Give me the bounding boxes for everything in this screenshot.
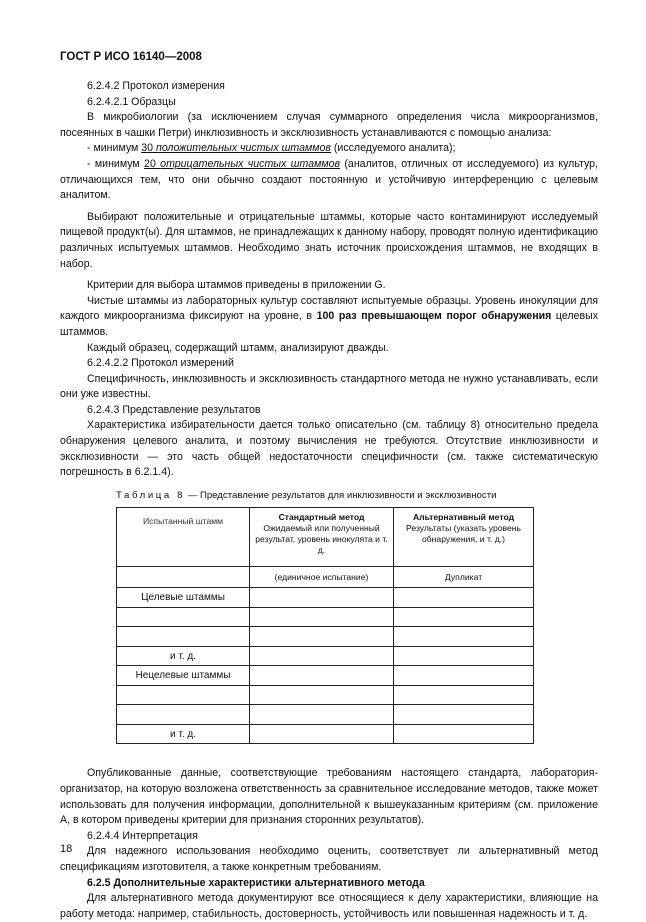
header-standard-method: Стандартный метод Ожидаемый или полученный результат, уровень инокулята и т. д. <box>250 508 394 567</box>
document-body <box>60 79 598 922</box>
table-row <box>117 627 534 647</box>
paragraph: Для альтернативного метода документируют все относящиеся к делу характеристики, влияющие на работу метода: например, стабильность, достоверность, устойчивость или повышенная надежность и т. д. <box>60 892 598 920</box>
paragraph: Для надежного использования необходимо оценить, соответствует ли альтернативный метод спецификациям изготовителя, а также конкретным требованиям. <box>60 845 598 873</box>
paragraph: Каждый образец, содержащий штамм, анализируют дважды. <box>87 341 389 354</box>
subheader-duplicate: Дупликат <box>394 567 534 588</box>
table-row: Нецелевые штаммы <box>117 666 534 686</box>
paragraph: Критерии для выбора штаммов приведены в приложении G. <box>87 279 386 292</box>
table-row <box>117 705 534 725</box>
section-heading: 6.2.5 Дополнительные характеристики альтернативного метода <box>87 876 425 889</box>
table-row <box>117 685 534 705</box>
table-row: Целевые штаммы <box>117 588 534 608</box>
document-header: ГОСТ Р ИСО 16140—2008 <box>60 51 202 63</box>
list-item: - минимум 30 положительных чистых штаммов (исследуемого аналита); <box>87 142 456 155</box>
subsection-heading: 6.2.4.2.2 Протокол измерений <box>87 357 234 370</box>
table-cell <box>117 567 250 588</box>
subsection-heading: 6.2.4.2.1 Образцы <box>87 95 176 108</box>
header-alternative-method: Альтернативный метод Результаты (указать уровень обнаружения, и т. д.) <box>394 508 534 567</box>
paragraph: Характеристика избирательности дается только описательно (см. таблицу 8) относительно предела обнаружения целевого аналита, и поэтому вычисления не требуются. Отсутствие инклюзивности и эксклюзивности — это часть общей недостаточности специфичности (см. также систематическую погрешность в 6.2.1.4). <box>60 419 598 479</box>
table-row: и т. д. <box>117 724 534 744</box>
paragraph: Опубликованные данные, соответствующие требованиям настоящего стандарта, лаборатория-организатор, на которую возложена ответственность за сравнительное исследование методов, также может использовать для получения информации, дополнительной к вышеуказанным критериям (см. приложение А, в котором приведены критерии для признания сторонних результатов). <box>60 767 598 827</box>
table-row <box>117 607 534 627</box>
page-number: 18 <box>60 843 73 855</box>
section-heading: 6.2.4.2 Протокол измерения <box>87 80 225 92</box>
list-item: - минимум 20 отрицательных чистых штаммов (аналитов, отличных от исследуемого) из культур, отличающихся тем, что они обычно создают постоянную и устойчивую интерференцию с целевым аналитом. <box>60 157 599 202</box>
results-table <box>116 507 534 744</box>
paragraph: Специфичность, инклюзивность и эксклюзивность стандартного метода не нужно устанавливать, если они уже известны. <box>60 372 598 401</box>
header-tested-strain: Испытанный штамм <box>117 508 250 567</box>
paragraph: В микробиологии (за исключением случая суммарного определения числа микроорганизмов, посеянных в чашки Петри) инклюзивность и эксклюзивность устанавливаются с помощью анализа: <box>60 111 598 139</box>
paragraph: Выбирают положительные и отрицательные штаммы, которые часто контаминируют исследуемый пищевой продукт(ы). Для штаммов, не принадлежащих к данному набору, проводят полную идентификацию различных испытуемых штаммов. Необходимо знать источник происхождения штаммов, не входящих в набор. <box>60 210 598 270</box>
section-heading: 6.2.4.3 Представление результатов <box>87 403 261 416</box>
table-row: и т. д. <box>117 646 534 666</box>
section-heading: 6.2.4.4 Интерпретация <box>87 829 198 842</box>
subheader-single-test: (единичное испытание) <box>250 567 394 588</box>
paragraph: Чистые штаммы из лабораторных культур составляют испытуемые образцы. Уровень инокуляции для каждого микроорганизма фиксируют на уровне, в 100 раз превышающем порог обнаружения целевых штаммов. <box>60 294 598 338</box>
table-caption: Таблица 8 — Представление результатов для инклюзивности и эксклюзивности <box>116 489 497 501</box>
